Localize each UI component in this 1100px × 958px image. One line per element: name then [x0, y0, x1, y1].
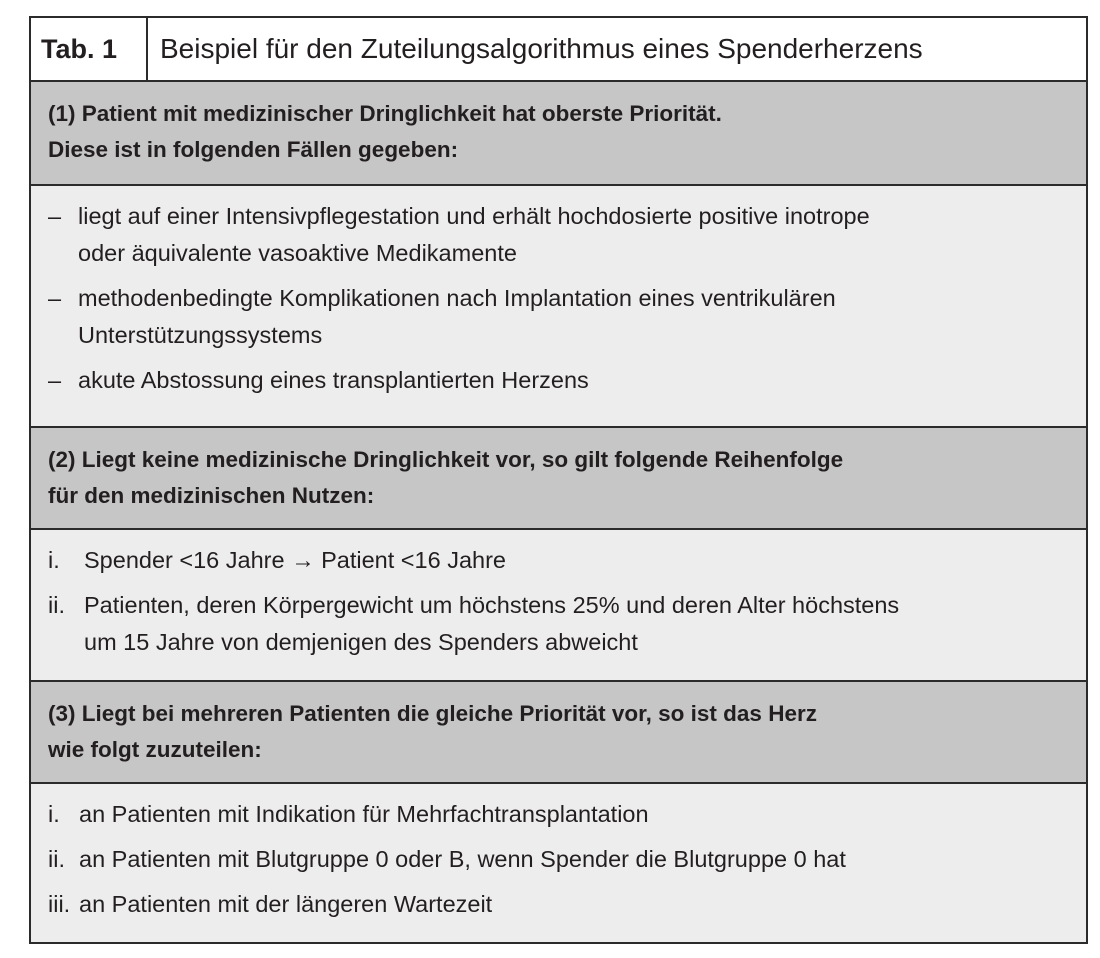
- list-item-line: liegt auf einer Intensivpflegestation und erhält hochdosierte positive inotrope: [78, 203, 870, 229]
- list-item: [48, 198, 1072, 272]
- list-item: [48, 362, 1072, 399]
- list-marker: –: [48, 285, 62, 311]
- list-item-line: oder äquivalente vasoaktive Medikamente: [78, 240, 517, 266]
- list-item-line: an Patienten mit Blutgruppe 0 oder B, wenn Spender die Blutgruppe 0 hat: [79, 846, 846, 872]
- section-2-header-line-2: für den medizinischen Nutzen:: [48, 483, 375, 508]
- section-2-header: [31, 428, 1086, 530]
- list-marker: i.: [48, 801, 60, 827]
- list-item-line: an Patienten mit der längeren Wartezeit: [79, 891, 493, 917]
- list-marker: i.: [48, 547, 60, 573]
- section-1-header: [31, 82, 1086, 186]
- list-item-line: Unterstützungssystems: [78, 322, 323, 348]
- list-marker: ii.: [48, 592, 65, 618]
- list-item-line: methodenbedingte Komplikationen nach Implantation eines ventrikulären: [78, 285, 836, 311]
- list-item-line: Spender <16 Jahre → Patient <16 Jahre: [84, 547, 506, 573]
- list-item-line: akute Abstossung eines transplantierten Herzens: [78, 367, 589, 393]
- table-title: Beispiel für den Zuteilungsalgorithmus eines Spenderherzens: [160, 33, 923, 64]
- section-3-header-line-1: (3) Liegt bei mehreren Patienten die gleiche Priorität vor, so ist das Herz: [48, 701, 817, 726]
- list-marker: ii.: [48, 846, 65, 872]
- section-3-header-line-2: wie folgt zuzuteilen:: [48, 737, 262, 762]
- list-marker: –: [48, 203, 62, 229]
- list-item: [48, 796, 1072, 833]
- list-item-line: um 15 Jahre von demjenigen des Spenders abweicht: [84, 629, 638, 655]
- table-caption: [31, 18, 1086, 82]
- section-3-header: [31, 682, 1086, 784]
- list-item-line: Patienten, deren Körpergewicht um höchstens 25% und deren Alter höchstens: [84, 592, 900, 618]
- list-marker: –: [48, 367, 62, 393]
- section-2-body: [31, 530, 1086, 682]
- list-item-line: an Patienten mit Indikation für Mehrfachtransplantation: [79, 801, 649, 827]
- section-2-header-line-1: (2) Liegt keine medizinische Dringlichkeit vor, so gilt folgende Reihenfolge: [48, 447, 844, 472]
- list-item: [48, 886, 1072, 923]
- section-3-body: [31, 784, 1086, 942]
- list-item: [48, 587, 1072, 661]
- list-item: [48, 542, 1072, 579]
- list-item: [48, 280, 1072, 354]
- list-item: [48, 841, 1072, 878]
- allocation-table: [29, 16, 1088, 944]
- table-label: Tab. 1: [31, 18, 148, 80]
- section-1-header-line-1: (1) Patient mit medizinischer Dringlichkeit hat oberste Priorität.: [48, 101, 722, 126]
- list-marker: iii.: [48, 891, 71, 917]
- section-1-body: [31, 186, 1086, 428]
- section-1-header-line-2: Diese ist in folgenden Fällen gegeben:: [48, 137, 459, 162]
